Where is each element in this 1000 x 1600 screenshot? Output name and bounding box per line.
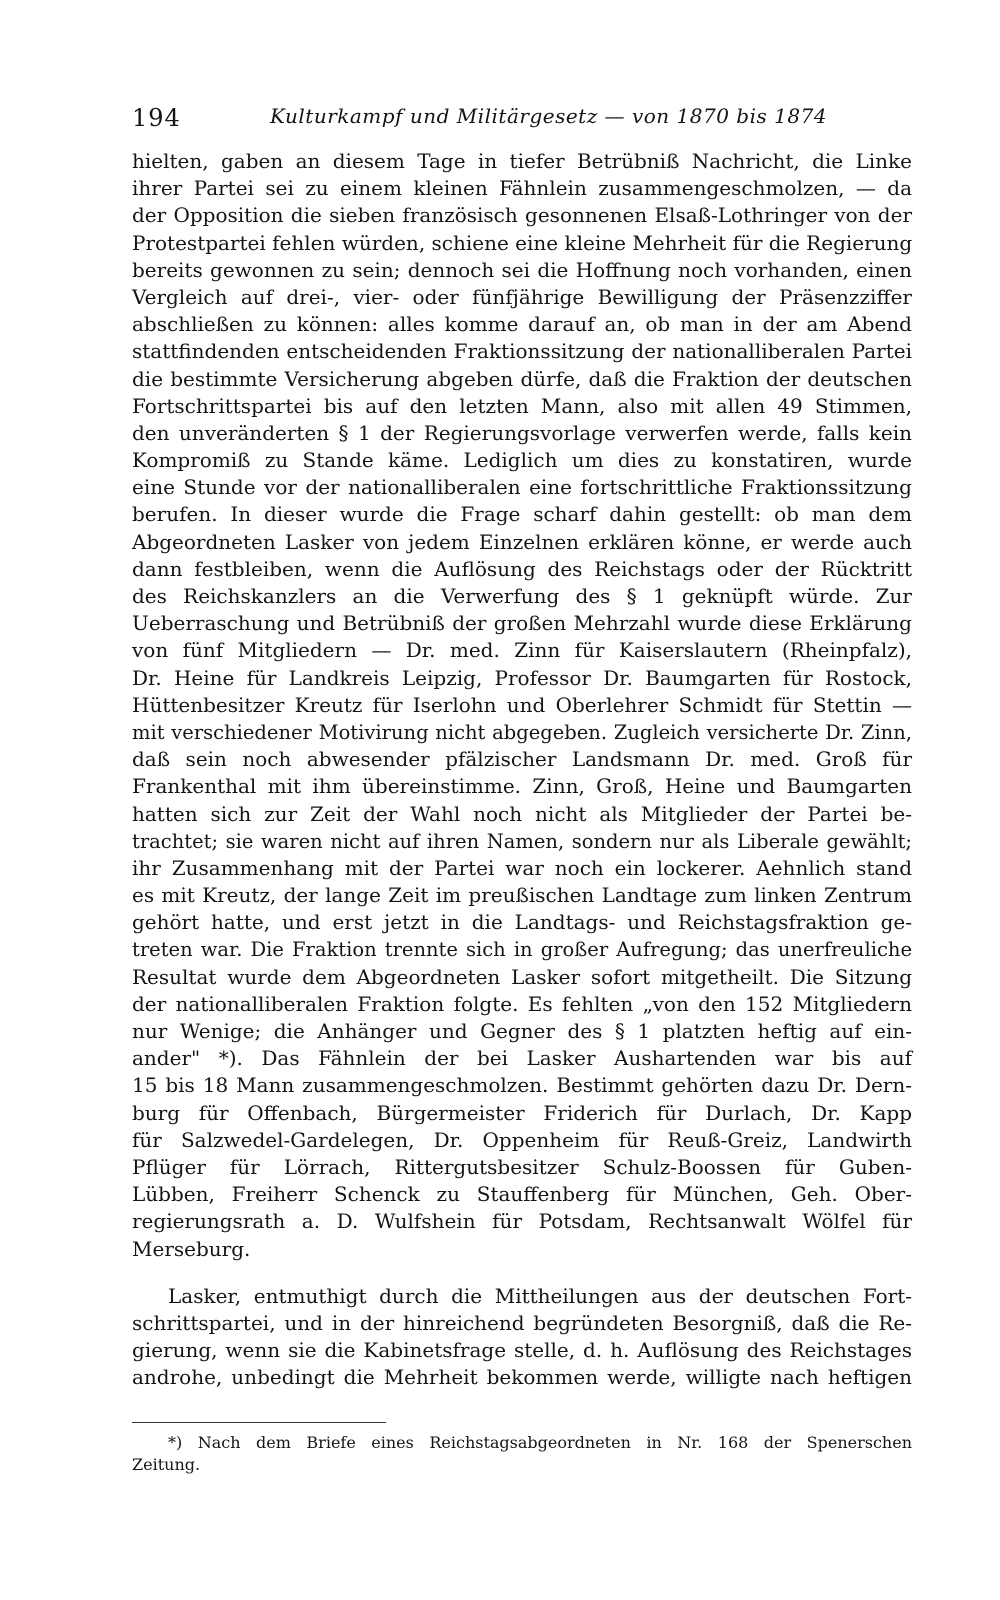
text-line: Dr. Heine für Landkreis Leipzig, Professor Dr. Baumgarten für Rostock, (132, 665, 912, 690)
text-line: berufen. In dieser wurde die Frage scharf dahin gestellt: ob man dem (132, 502, 912, 527)
text-line: Frankenthal mit ihm übereinstimme. Zinn, Groß, Heine und Baumgarten (132, 774, 912, 799)
text-line: von fünf Mitgliedern — Dr. med. Zinn für Kaiserslautern (Rheinpfalz), (132, 638, 912, 663)
text-line: Lübben, Freiherr Schenck zu Stauffenberg für München, Geh. Ober- (132, 1182, 912, 1207)
body-text (132, 148, 912, 1391)
running-head: Kulturkampf und Militärgesetz — von 1870 bis 1874 (270, 104, 828, 128)
text-line: nur Wenige; die Anhänger und Gegner des § 1 platzten heftig auf ein- (132, 1019, 912, 1043)
text-line: regierungsrath a. D. Wulfshein für Potsdam, Rechtsanwalt Wölfel für (132, 1209, 912, 1234)
footnote-line: Zeitung. (132, 1455, 201, 1474)
text-line: für Salzwedel-Gardelegen, Dr. Oppenheim für Reuß-Greiz, Landwirth (132, 1127, 912, 1152)
page-header (132, 96, 912, 136)
text-line: der Opposition die sieben französisch gesonnenen Elsaß-Lothringer von der (132, 203, 912, 228)
text-line: hatten sich zur Zeit der Wahl noch nicht als Mitglieder der Partei be- (132, 801, 912, 826)
text-line: schrittspartei, und in der hinreichend begründeten Besorgniß, daß die Re- (132, 1310, 912, 1335)
text-line: 15 bis 18 Mann zusammengeschmolzen. Bestimmt gehörten dazu Dr. Dern- (132, 1073, 912, 1098)
text-line: eine Stunde vor der nationalliberalen eine fortschrittliche Fraktionssitzung (132, 475, 912, 500)
text-line: androhe, unbedingt die Mehrheit bekommen werde, willigte nach heftigen (132, 1365, 912, 1390)
text-line: trachtet; sie waren nicht auf ihren Namen, sondern nur als Liberale gewählt; (132, 829, 912, 853)
text-line: bereits gewonnen zu sein; dennoch sei die Hoffnung noch vorhanden, einen (132, 257, 912, 282)
text-line: Fortschrittspartei bis auf den letzten Mann, also mit allen 49 Stimmen, (132, 393, 912, 418)
text-line: die bestimmte Versicherung abgeben dürfe, daß die Fraktion der deutschen (132, 366, 912, 391)
text-line: Hüttenbesitzer Kreutz für Iserlohn und Oberlehrer Schmidt für Stettin — (132, 692, 912, 717)
text-line: stattfindenden entscheidenden Fraktionssitzung der nationalliberalen Partei (132, 339, 912, 364)
footnote-line: *) Nach dem Briefe eines Reichstagsabgeordneten in Nr. 168 der Spenerschen (168, 1433, 912, 1452)
text-line: hielten, gaben an diesem Tage in tiefer Betrübniß Nachricht, die Linke (132, 149, 912, 173)
paragraph (132, 148, 912, 1263)
text-line: den unveränderten § 1 der Regierungsvorlage verwerfen werde, falls kein (132, 420, 912, 445)
text-line: der nationalliberalen Fraktion folgte. Es fehlten „von den 152 Mitgliedern (132, 991, 912, 1016)
page-number: 194 (132, 104, 181, 132)
text-line: Pflüger für Lörrach, Rittergutsbesitzer Schulz-Boossen für Guben- (132, 1154, 912, 1179)
text-line: daß sein noch abwesender pfälzischer Landsmann Dr. med. Groß für (132, 747, 912, 772)
text-line: ihr Zusammenhang mit der Partei war noch ein lockerer. Aehnlich stand (132, 855, 912, 880)
text-line: Abgeordneten Lasker von jedem Einzelnen erklären könne, er werde auch (132, 529, 912, 554)
text-line: ander" *). Das Fähnlein der bei Lasker Aushartenden war bis auf (132, 1046, 912, 1071)
text-line: des Reichskanzlers an die Verwerfung des § 1 geknüpft würde. Zur (132, 584, 912, 608)
footnote-rule (132, 1422, 386, 1423)
text-line: Kompromiß zu Stande käme. Lediglich um dies zu konstatiren, wurde (132, 448, 912, 473)
text-line: burg für Offenbach, Bürgermeister Friderich für Durlach, Dr. Kapp (132, 1100, 912, 1125)
footnote (132, 1432, 912, 1476)
text-line: Lasker, entmuthigt durch die Mittheilungen aus der deutschen Fort- (168, 1283, 912, 1308)
text-line: gierung, wenn sie die Kabinetsfrage stelle, d. h. Auflösung des Reichstages (132, 1338, 912, 1363)
text-line: es mit Kreutz, der lange Zeit im preußischen Landtage zum linken Zentrum (132, 883, 912, 908)
text-line: Resultat wurde dem Abgeordneten Lasker sofort mitgetheilt. Die Sitzung (132, 964, 912, 989)
text-line: abschließen zu können: alles komme darauf an, ob man in der am Abend (132, 312, 912, 337)
text-line: ihrer Partei sei zu einem kleinen Fähnlein zusammengeschmolzen, — da (132, 176, 912, 201)
paragraph (132, 1283, 912, 1392)
text-line: dann festbleiben, wenn die Auflösung des Reichstags oder der Rücktritt (132, 556, 912, 581)
text-line: gehört hatte, und erst jetzt in die Landtags- und Reichstagsfraktion ge- (132, 910, 912, 935)
text-line: Protestpartei fehlen würden, schiene eine kleine Mehrheit für die Regierung (132, 230, 913, 255)
paragraph-gap (132, 1263, 912, 1283)
text-line: mit verschiedener Motivirung nicht abgegeben. Zugleich versicherte Dr. Zinn, (132, 720, 912, 744)
text-line: Merseburg. (132, 1236, 251, 1261)
text-line: Vergleich auf drei-, vier- oder fünfjährige Bewilligung der Präsenzziffer (132, 284, 912, 309)
text-line: Ueberraschung und Betrübniß der großen Mehrzahl wurde diese Erklärung (132, 611, 912, 636)
text-line: treten war. Die Fraktion trennte sich in großer Aufregung; das unerfreuliche (132, 938, 912, 962)
